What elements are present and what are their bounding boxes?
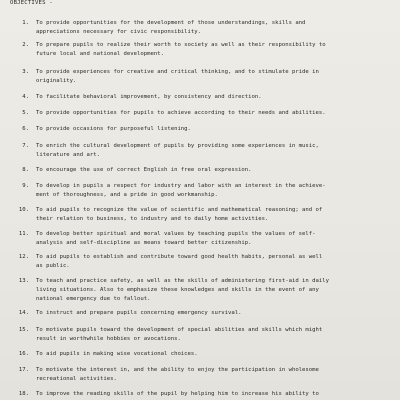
objective-number: 5. [22, 110, 29, 116]
objective-number: 8. [22, 167, 29, 173]
objective-text: To teach and practice safety, as well as the skills of administering first-aid in daily living situations. Also to emphasize these knowledges and skills in the event of any national emergency due to fallout. [36, 278, 329, 302]
objective-text: To facilitate behavioral improvement, by consistency and direction. [36, 94, 262, 100]
objective-number: 3. [22, 69, 29, 75]
objective-number: 11. [18, 231, 29, 237]
objective-number: 17. [18, 367, 29, 373]
objective-number: 12. [18, 254, 29, 260]
objective-text: To provide opportunities for pupils to achieve according to their needs and abilities. [36, 110, 326, 116]
objective-number: 15. [18, 327, 29, 333]
objective-text: To provide experiences for creative and critical thinking, and to stimulate pride in originality. [36, 69, 319, 84]
objective-text: To encourage the use of correct English in free oral expression. [36, 167, 252, 173]
objective-text: To aid pupils in making wise vocational choices. [36, 351, 198, 357]
objective-text: To provide occasions for purposeful listening. [36, 126, 191, 132]
objective-number: 6. [22, 126, 29, 132]
objective-text: To prepare pupils to realize their worth to society as well as their responsibility to future local and national development. [36, 42, 326, 57]
objective-number: 7. [22, 143, 29, 149]
objective-text: To motivate the interest in, and the ability to enjoy the participation in wholesome recreational activities. [36, 367, 319, 382]
objective-text: To enrich the cultural development of pupils by providing some experiences in music, literature and art. [36, 143, 319, 158]
objective-text: To develop in pupils a respect for industry and labor with an interest in the achieve- ment of thoroughness, and a pride in good workmanship. [36, 183, 326, 198]
objective-number: 18. [18, 391, 29, 397]
objective-text: To improve the reading skills of the pupil by helping him to increase his ability to [36, 391, 319, 397]
objective-text: To develop better spiritual and moral values by teaching pupils the values of self- analysis and self-discipline as means toward better citizenship. [36, 231, 316, 246]
objective-number: 14. [18, 310, 29, 316]
objective-text: To instruct and prepare pupils concerning emergency survival. [36, 310, 242, 316]
objective-number: 10. [18, 207, 29, 213]
objective-text: To provide opportunities for the development of those understandings, skills and appreciations necessary for civic responsibility. [36, 20, 306, 35]
objective-text: To aid pupils to recognize the value of scientific and mathematical reasoning; and of their relation to business, to industry and to daily home activities. [36, 207, 323, 222]
objective-text: To motivate pupils toward the development of special abilities and skills which might result in worthwhile hobbies or avocations. [36, 327, 323, 342]
objective-number: 13. [18, 278, 29, 284]
objective-number: 9. [22, 183, 29, 189]
objective-number: 4. [22, 94, 29, 100]
objective-number: 2. [22, 42, 29, 48]
objectives-heading: OBJECTIVES - [10, 0, 53, 6]
objective-text: To aid pupils to establish and contribute toward good health habits, personal as well as public. [36, 254, 323, 269]
objective-number: 16. [18, 351, 29, 357]
objective-number: 1. [22, 20, 29, 26]
